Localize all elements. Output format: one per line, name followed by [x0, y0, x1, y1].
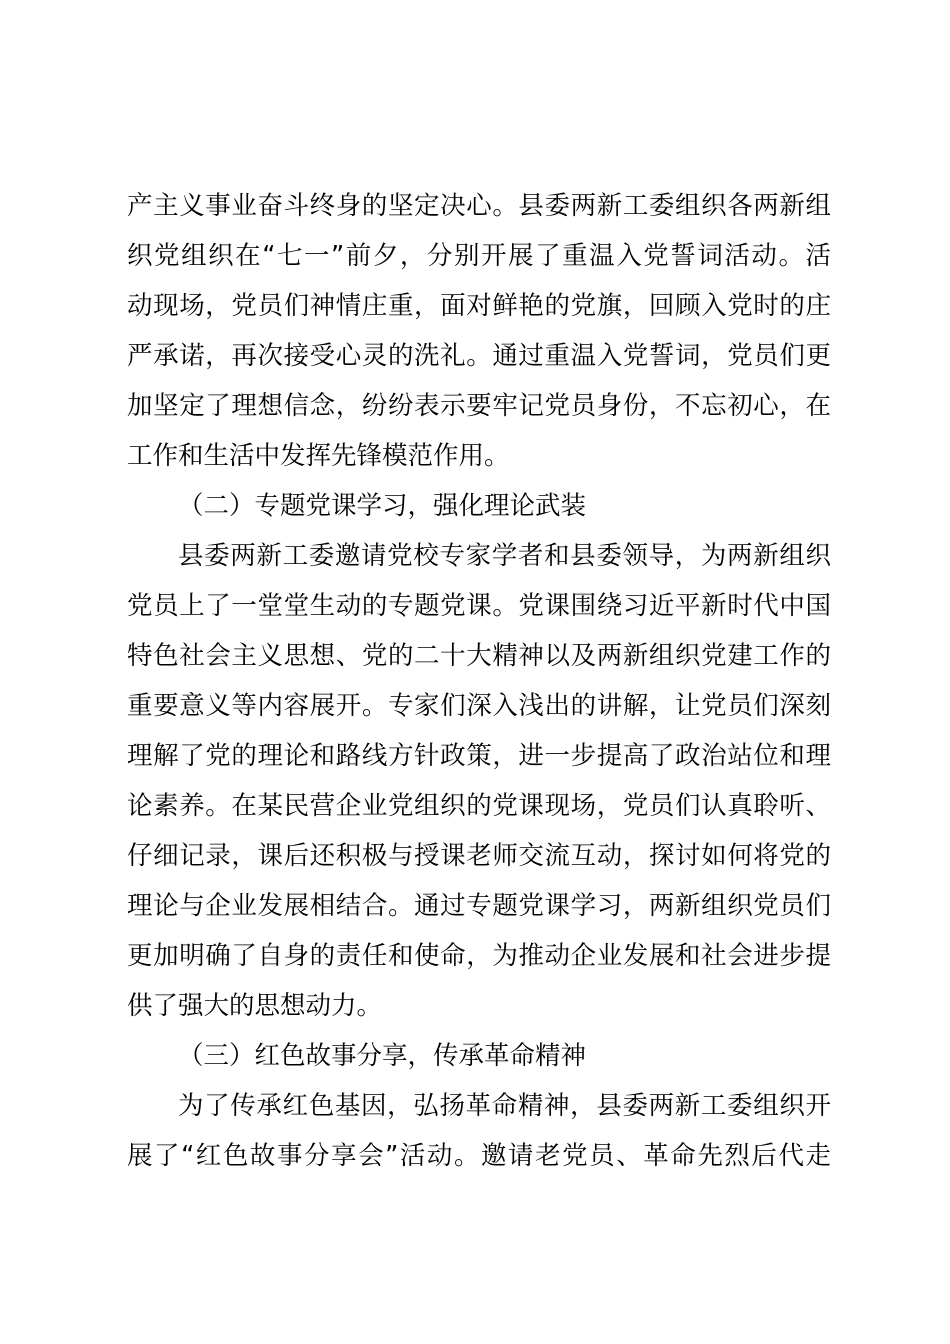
- paragraph-line: 县委两新工委邀请党校专家学者和县委领导，为两新组织: [178, 541, 831, 571]
- paragraph-line: 工作和生活中发挥先锋模范作用。: [127, 441, 510, 471]
- paragraph-line: 更加明确了自身的责任和使命，为推动企业发展和社会进步提: [127, 941, 831, 971]
- paragraph-line: 理论与企业发展相结合。通过专题党课学习，两新组织党员们: [127, 891, 831, 921]
- paragraph-line: 展了“红色故事分享会”活动。邀请老党员、革命先烈后代走: [127, 1141, 831, 1171]
- paragraph-line: 论素养。在某民营企业党组织的党课现场，党员们认真聆听、: [127, 791, 831, 821]
- paragraph-line: 重要意义等内容展开。专家们深入浅出的讲解，让党员们深刻: [127, 691, 831, 721]
- paragraph-line: 仔细记录，课后还积极与授课老师交流互动，探讨如何将党的: [127, 841, 831, 871]
- paragraph-line: 供了强大的思想动力。: [127, 991, 383, 1021]
- paragraph-line: 织党组织在“七一”前夕，分别开展了重温入党誓词活动。活: [127, 241, 831, 271]
- paragraph-line: 严承诺，再次接受心灵的洗礼。通过重温入党誓词，党员们更: [127, 341, 831, 371]
- paragraph-line: 理解了党的理论和路线方针政策，进一步提高了政治站位和理: [127, 741, 831, 771]
- paragraph-line: 动现场，党员们神情庄重，面对鲜艳的党旗，回顾入党时的庄: [127, 291, 831, 321]
- paragraph-line: 为了传承红色基因，弘扬革命精神，县委两新工委组织开: [178, 1091, 831, 1121]
- section-heading: （二）专题党课学习，强化理论武装: [178, 491, 587, 521]
- section-heading: （三）红色故事分享，传承革命精神: [178, 1041, 587, 1071]
- paragraph-line: 特色社会主义思想、党的二十大精神以及两新组织党建工作的: [127, 641, 831, 671]
- paragraph-line: 加坚定了理想信念，纷纷表示要牢记党员身份，不忘初心，在: [127, 391, 831, 421]
- paragraph-line: 党员上了一堂堂生动的专题党课。党课围绕习近平新时代中国: [127, 591, 831, 621]
- paragraph-line: 产主义事业奋斗终身的坚定决心。县委两新工委组织各两新组: [127, 191, 831, 221]
